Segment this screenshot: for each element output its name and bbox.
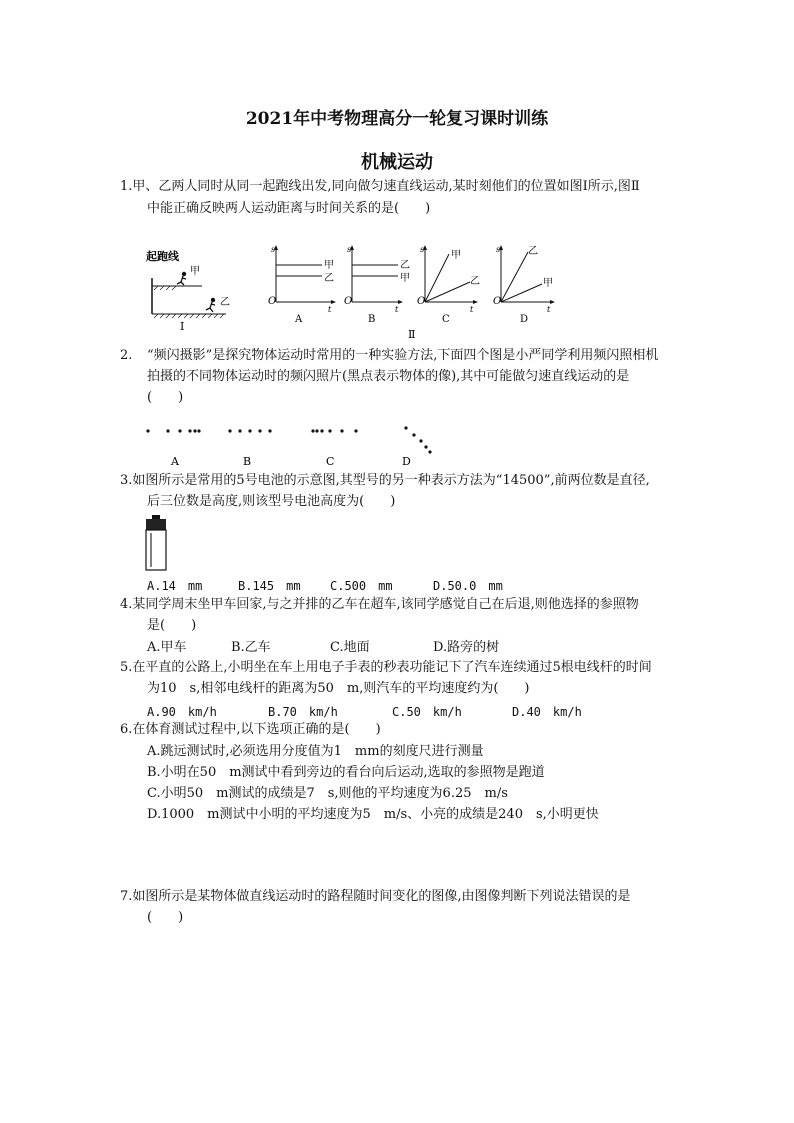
q4-text-line2: 是( ) [147,618,197,633]
q4-option-d: D.路旁的树 [433,640,500,655]
graph-b-upper-label: 乙 [400,260,410,271]
graph-b [344,245,410,325]
q1-text-line2: 中能正确反映两人运动距离与时间关系的是( ) [147,201,431,216]
q3-text-line2: 后三位数是高度,则该型号电池高度为( ) [147,494,396,509]
t-axis-label: t [547,305,551,314]
q3-text-line1: 3.如图所示是常用的5号电池的示意图,其型号的另一种表示方法为“14500”,前两位数是直径, [120,473,650,488]
q6-option-a: A.跳远测试时,必须选用分度值为1 mm的刻度尺进行测量 [147,744,484,759]
graph-a-label: A [295,314,303,325]
label-yi: 乙 [220,297,230,308]
graph-b-lower-label: 甲 [400,273,410,284]
origin-label: O [417,296,426,307]
strobe-d-label: D [402,455,411,468]
origin-label: O [344,296,353,307]
q4-text-line1: 4.某同学周末坐甲车回家,与之并排的乙车在超车,该同学感觉自己在后退,则他选择的参照物 [120,597,639,612]
graph-d [493,245,555,325]
q2-text-line3: ( ) [147,390,184,405]
q1-figure [140,238,580,343]
t-axis-label: t [328,305,332,314]
q4-option-c: C.地面 [330,640,370,655]
page-subtitle: 机械运动 [361,152,433,173]
graph-b-label: B [368,314,376,325]
strobe-c [311,429,357,432]
q6-option-b: B.小明在50 m测试中看到旁边的看台向后运动,选取的参照物是跑道 [147,765,545,780]
graph-c-label: C [442,314,450,325]
q5-option-b: B.70 km/h [268,705,338,719]
page-title: 2021年中考物理高分一轮复习课时训练 [245,109,549,129]
q5-option-d: D.40 km/h [512,705,582,719]
s-axis-label: s [347,245,352,254]
start-line-label: 起跑线 [146,250,179,263]
runner-jia-icon [177,272,186,285]
q1-text-line1: 1.甲、乙两人同时从同一起跑线出发,同向做匀速直线运动,某时刻他们的位置如图Ⅰ所示,图Ⅱ [120,179,640,194]
q3-option-d: D.50.0 mm [433,579,503,593]
graph-d-lower-label: 甲 [543,278,553,289]
strobe-c-label: C [326,455,335,468]
graph-c [417,245,480,325]
q7-text-line2: ( ) [147,910,184,925]
graph-c-upper-label: 甲 [451,250,461,261]
s-axis-label: s [271,245,276,254]
t-axis-label: t [470,305,474,314]
strobe-b [228,429,271,432]
strobe-b-label: B [243,455,252,468]
origin-label: O [268,296,277,307]
q4-option-b: B.乙车 [231,640,271,655]
origin-label: O [493,296,502,307]
graph-a-lower-label: 乙 [324,273,334,284]
strobe-a [146,429,200,432]
q2-text-line2: 拍摄的不同物体运动时的频闪照片(黑点表示物体的像),其中可能做匀速直线运动的是 [147,369,630,384]
q6-text-line1: 6.在体育测试过程中,以下选项正确的是( ) [120,722,381,737]
s-axis-label: s [496,245,501,254]
q2-strobe-figure [140,418,450,470]
q3-option-a: A.14 mm [147,579,203,593]
runner-yi-icon [206,298,215,312]
label-jia: 甲 [190,266,200,277]
q7-text-line1: 7.如图所示是某物体做直线运动时的路程随时间变化的图像,由图像判断下列说法错误的是 [120,889,631,904]
strobe-a-label: A [171,455,179,468]
q5-option-c: C.50 km/h [392,705,462,719]
battery-icon [143,514,169,572]
t-axis-label: t [395,305,399,314]
q2-text-line1: “频闪摄影”是探究物体运动时常用的一种实验方法,下面四个图是小严同学利用频闪照相机 [147,348,659,363]
fig2-label: Ⅱ [408,328,416,341]
q5-text-line2: 为10 s,相邻电线杆的距离为50 m,则汽车的平均速度约为( ) [147,681,530,696]
graph-a-upper-label: 甲 [324,260,334,271]
graph-a [268,245,336,325]
s-axis-label: s [420,245,425,254]
q6-option-c: C.小明50 m测试的成绩是7 s,则他的平均速度为6.25 m/s [147,786,508,801]
q4-option-a: A.甲车 [147,640,187,655]
graph-d-label: D [520,314,529,325]
fig1-label: Ⅰ [180,320,185,333]
q3-option-b: B.145 mm [238,579,301,593]
graph-d-upper-label: 乙 [528,246,538,257]
q2-number: 2. [120,348,133,363]
strobe-d [404,426,431,453]
q5-text-line1: 5.在平直的公路上,小明坐在车上用电子手表的秒表功能记下了汽车连续通过5根电线杆的时间 [120,660,652,675]
graph-c-lower-label: 乙 [470,276,480,287]
q6-option-d: D.1000 m测试中小明的平均速度为5 m/s、小亮的成绩是240 s,小明更快 [147,807,599,822]
q5-option-a: A.90 km/h [147,705,217,719]
q3-option-c: C.500 mm [330,579,393,593]
